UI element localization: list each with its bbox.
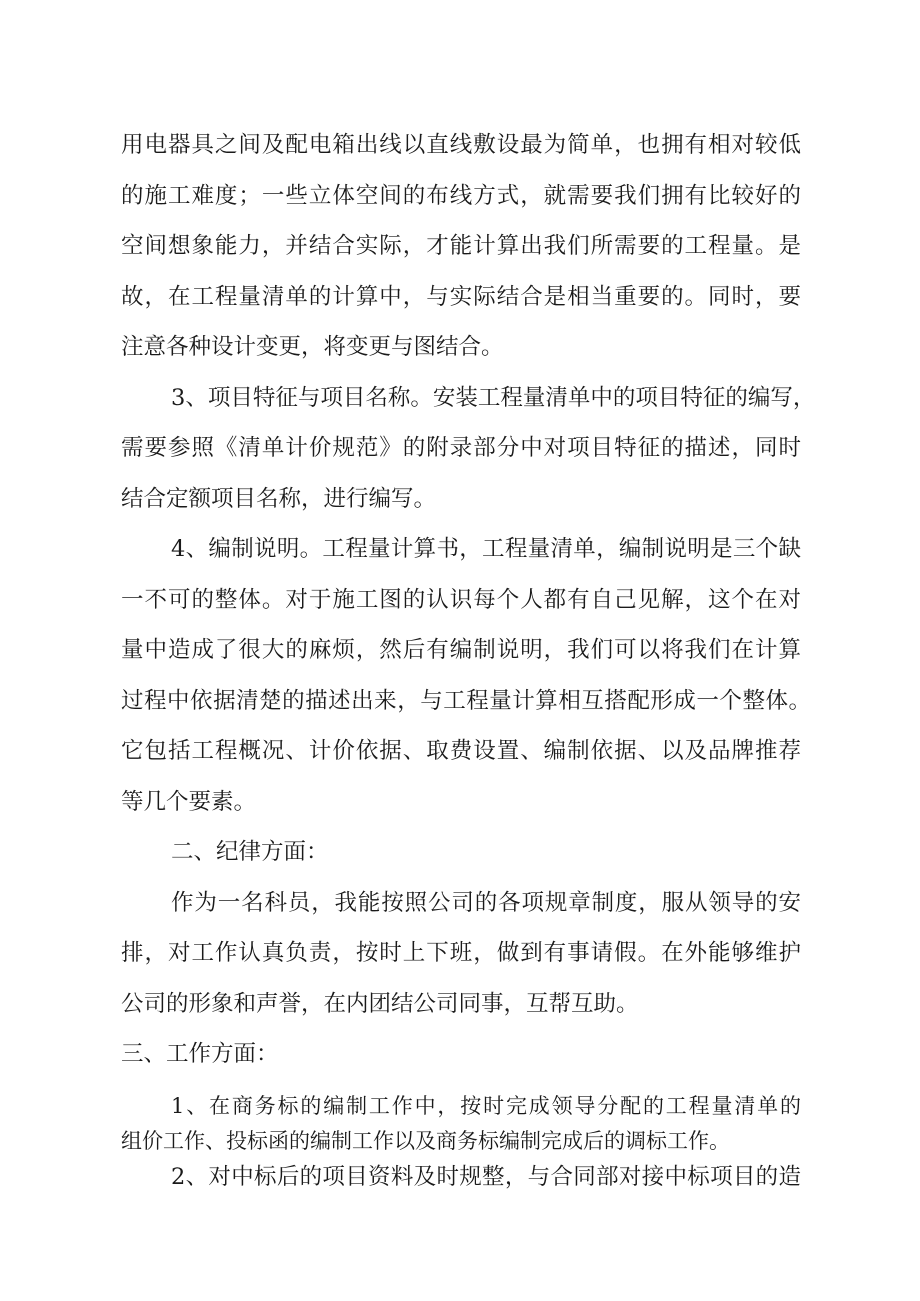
item-1-line: 1、在商务标的编制工作中，按时完成领导分配的工程量清单的 [171,1094,801,1118]
body-line-17: 排，对工作认真负责，按时上下班，做到有事请假。在外能够维护 [121,940,801,966]
body-line-12: 过程中依据清楚的描述出来，与工程量计算相互搭配形成一个整体。 [121,688,811,714]
body-line-7: 需要参照《清单计价规范》的附录部分中对项目特征的描述，同时 [121,435,801,461]
body-line-8: 结合定额项目名称，进行编写。 [121,486,437,512]
item-3-heading-line: 3、项目特征与项目名称。安装工程量清单中的项目特征的编写， [171,385,816,411]
body-line-2: 的施工难度；一些立体空间的布线方式，就需要我们拥有比较好的 [121,183,801,209]
body-line-13: 它包括工程概况、计价依据、取费设置、编制依据、以及品牌推荐 [121,738,801,764]
body-line-18: 公司的形象和声誉，在内团结公司同事，互帮互助。 [121,991,639,1017]
body-line-4: 故，在工程量清单的计算中，与实际结合是相当重要的。同时，要 [121,284,801,310]
item-4-heading-line: 4、编制说明。工程量计算书，工程量清单，编制说明是三个缺 [171,536,801,562]
body-line-1: 用电器具之间及配电箱出线以直线敷设最为简单，也拥有相对较低 [121,132,801,158]
body-line-5: 注意各种设计变更，将变更与图结合。 [121,334,504,360]
body-line-3: 空间想象能力，并结合实际，才能计算出我们所需要的工程量。是 [121,233,801,259]
body-line-10: 一不可的整体。对于施工图的认识每个人都有自己见解，这个在对 [121,587,801,613]
section-2-heading: 二、纪律方面： [171,839,329,865]
item-2-line: 2、对中标后的项目资料及时规整，与合同部对接中标项目的造 [171,1164,801,1190]
section-3-heading: 三、工作方面： [121,1041,279,1067]
body-line-21: 组价工作、投标函的编制工作以及商务标编制完成后的调标工作。 [121,1129,730,1153]
body-line-16: 作为一名科员，我能按照公司的各项规章制度，服从领导的安 [171,890,801,916]
body-line-14: 等几个要素。 [121,789,257,815]
body-line-11: 量中造成了很大的麻烦，然后有编制说明，我们可以将我们在计算 [121,637,801,663]
